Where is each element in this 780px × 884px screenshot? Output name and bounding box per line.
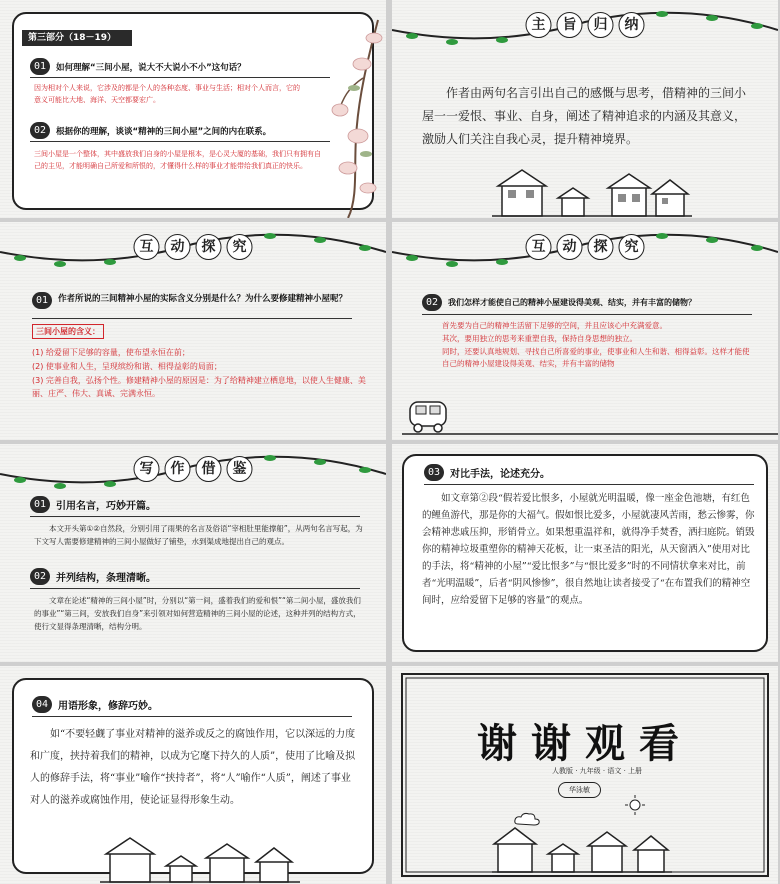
slide-1[interactable] <box>0 0 386 218</box>
p3-body: 如文章第②段“假若爱比恨多，小屋就光明温暖，像一座金色池塘，有红色的鲤鱼游代，那是你的大福气。假如恨比爱多，小屋就凄风苦雨，愁云惨雾，你会精神悲戚压抑，形销骨立。如果想重温祥和，就得净手焚香，洒扫庭院。销毁你的精神垃圾重塑你的精神天花板，让一束圣洁的阳光，从天窗洒入”使用对比的手法，将“精神的小屋”“爱比恨多”与“恨比爱多”时的不同情状拿来对比，前者“光明温暖”，后者“阴风惨惨”，很自然地让读者接受了“在布置我们的精神空间时，应给爱留下足够的容量”的观点。 <box>422 493 755 606</box>
meaning-line: (2) 使事业和人生，呈现缤纷和谐、相得益彰的局面； <box>32 362 222 371</box>
q-row <box>422 294 696 311</box>
q1-answer: 因为相对个人来说，它涉及的都是个人的各种态度、事业与生活；相对个人而言，它的意义可能比大地、海洋、天空都要宏广。 <box>34 84 300 104</box>
title-char: 主 <box>526 12 552 38</box>
p2-badge: 02 <box>30 568 50 585</box>
title-char: 鉴 <box>227 456 253 482</box>
answer-line: 同时，还要认真地规划、寻找自己所喜爱的事业，使事业和人生和谐、相得益彰。这样才能使自己的精神小屋建设得美观、结实，并有丰富的储物 <box>442 347 750 368</box>
title-char: 写 <box>134 456 160 482</box>
p3-title: 对比手法，论述充分。 <box>450 469 550 480</box>
slide-title <box>526 12 645 38</box>
thanks-title: 谢谢观看 <box>477 720 693 767</box>
slide-3[interactable] <box>0 222 386 440</box>
divider <box>422 314 752 315</box>
q-badge: 02 <box>422 294 442 311</box>
p1-title: 引用名言，巧妙开篇。 <box>56 501 156 512</box>
q1-badge: 01 <box>30 58 50 75</box>
publisher-badge: 华泳敏 <box>558 782 601 798</box>
p1-badge: 01 <box>30 496 50 513</box>
q-text: 作者所说的三间精神小屋的实际含义分别是什么？为什么要修建精神小屋呢？ <box>58 294 348 304</box>
p3-badge: 03 <box>424 464 444 481</box>
q2-text: 根据你的理解，谈谈“精神的三间小屋”之间的内在联系。 <box>56 126 272 137</box>
title-char: 互 <box>134 234 160 260</box>
slide-6[interactable] <box>392 444 778 662</box>
title-char: 归 <box>588 12 614 38</box>
q-text: 我们怎样才能使自己的精神小屋建设得美观、结实，并有丰富的储物？ <box>448 298 696 307</box>
p4-body: 如“不要轻觑了事业对精神的滋养或反之的腐蚀作用，它以深远的力度和广度，挟持着我们的精神，以成为它麾下持久的人质”，使用了比喻及拟人的修辞手法，将“事业”喻作“挟持者”，将“人”喻作“人质”，阐述了事业对人的滋养或腐蚀作用，使论证显得形象生动。 <box>30 729 356 806</box>
slide-title <box>134 456 253 482</box>
slide-title <box>526 234 645 260</box>
answer-line: 首先要为自己的精神生活留下足够的空间，并且应该心中充满爱意。 <box>442 321 667 330</box>
p3-row <box>424 464 550 481</box>
title-char: 探 <box>196 234 222 260</box>
q2-row <box>30 122 271 139</box>
title-char: 纳 <box>619 12 645 38</box>
q2-answer: 三间小屋是一个整体，其中盛放我们自身的小屋是根本，是心灵大厦的基础，我们只有拥有自己的主见，才能明确自己所爱和所恨的，才懂得什么样的事业才能带给我们真正的快乐。 <box>34 150 321 170</box>
subtitle: 人教版 · 九年级 · 语文 · 上册 <box>552 767 643 775</box>
divider <box>32 716 352 717</box>
slide-5[interactable] <box>0 444 386 662</box>
title-char: 动 <box>165 234 191 260</box>
meaning-line: (1) 给爱留下足够的容量，使布望永恒在前； <box>32 348 190 357</box>
divider <box>30 516 360 517</box>
p2-title: 并列结构，条理清晰。 <box>56 573 156 584</box>
p4-title: 用语形象，修辞巧妙。 <box>58 701 158 712</box>
houses-icon <box>492 822 672 874</box>
q1-text: 如何理解“三间小屋，说大不大说小不小”这句话？ <box>56 62 246 73</box>
section-label: 第三部分（18－19） <box>22 30 132 46</box>
title-char: 探 <box>588 234 614 260</box>
q-row <box>32 292 358 309</box>
p1-row <box>30 496 156 513</box>
q2-badge: 02 <box>30 122 50 139</box>
title-char: 互 <box>526 234 552 260</box>
magnolia-branch-icon <box>318 18 386 218</box>
p2-row <box>30 568 156 585</box>
slide-title <box>134 234 253 260</box>
p4-badge: 04 <box>32 696 52 713</box>
title-char: 旨 <box>557 12 583 38</box>
divider <box>32 318 352 319</box>
p4-row <box>32 696 158 713</box>
houses-icon <box>492 166 692 218</box>
sun-icon <box>624 794 646 816</box>
divider <box>30 77 330 78</box>
answer-line: 其次，要用独立的思考来重塑自我，保持自身思想的独立。 <box>442 334 637 343</box>
p2-body: 文章在论述“精神的三间小屋”时，分别以“第一间，盛着我们的爱和恨”“第二间小屋，盛放我们的事业”“第三间，安放我们自身”来引领对如何营造精神的三间小屋的论述，这种并列的结构方式，使行文显得条理清晰，结构分明。 <box>34 596 361 631</box>
meaning-line: (3) 完善自我，弘扬个性。修建精神小屋的原因是：为了给精神建立栖息地，以使人生健康、美丽、庄严、伟大、真诚、完满永恒。 <box>32 376 366 398</box>
q-badge: 01 <box>32 292 52 309</box>
summary-text: 作者由两句名言引出自己的感慨与思考，借精神的三间小屋一一爱恨、事业、自身，阐述了精神追求的内涵及其意义，激励人们关注自我心灵，提升精神境界。 <box>422 86 747 146</box>
houses-icon <box>100 834 300 884</box>
divider <box>30 141 330 142</box>
meaning-label: 三间小屋的含义： <box>32 324 104 339</box>
slide-2[interactable] <box>392 0 778 218</box>
p1-body: 本文开头第①②自然段，分别引用了雨果的名言及俗语“宰相肚里能撑船”，从两句名言写起，为下文写人需要修建精神的三间小屋做好了铺垫，水到渠成地提出自己的观点。 <box>34 524 363 546</box>
title-char: 动 <box>557 234 583 260</box>
car-icon <box>402 394 778 440</box>
q1-row <box>30 58 246 75</box>
title-char: 作 <box>165 456 191 482</box>
divider <box>30 588 360 589</box>
divider <box>424 484 754 485</box>
slide-4[interactable] <box>392 222 778 440</box>
slide-8[interactable] <box>392 666 778 884</box>
title-char: 借 <box>196 456 222 482</box>
slide-7[interactable] <box>0 666 386 884</box>
title-char: 究 <box>619 234 645 260</box>
title-char: 究 <box>227 234 253 260</box>
